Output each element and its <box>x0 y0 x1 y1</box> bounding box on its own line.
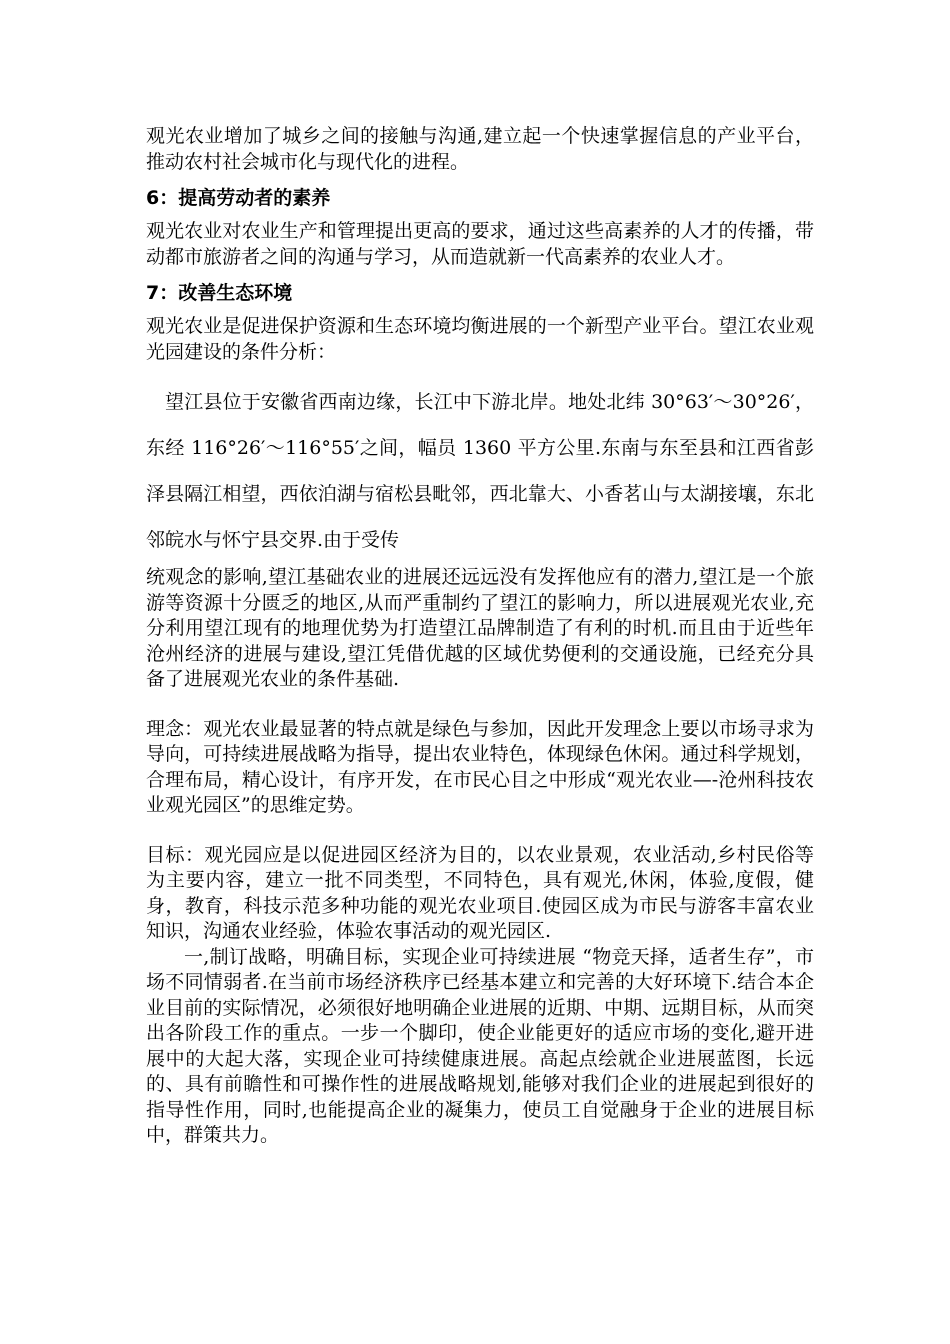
paragraph-ecology: 观光农业是促进保护资源和生态环境均衡进展的一个新型产业平台。望江农业观光园建设的条件分析： <box>146 315 814 363</box>
paragraph-conditions: 统观念的影响,望江基础农业的进展还远远没有发挥他应有的潜力,望江是一个旅游等资源十分匮乏的地区,从而严重制约了望江的影响力，所以进展观光农业,充分利用望江现有的地理优势为打造望江品牌制造了有利的时机.而且由于近些年沧州经济的进展与建设,望江凭借优越的区域优势便利的交通设施，已经充分具备了进展观光农业的条件基础. <box>146 566 814 690</box>
paragraph-laborer-quality: 观光农业对农业生产和管理提出更高的要求，通过这些高素养的人才的传播，带动都市旅游者之间的沟通与学习，从而造就新一代高素养的农业人才。 <box>146 220 814 268</box>
heading-7: 7：改善生态环境 <box>146 282 293 304</box>
paragraph-strategy: 一,制订战略，明确目标，实现企业可持续进展 “物竞天择，适者生存”，市场不同情弱者.在当前市场经济秩序已经基本建立和完善的大好环境下.结合本企业目前的实际情况，必须很好地明确企业进展的近期、中期、远期目标，从而突出各阶段工作的重点。一步一个脚印，使企业能更好的适应市场的变化,避开进展中的大起大落，实现企业可持续健康进展。高起点绘就企业进展蓝图，长远的、具有前瞻性和可操作性的进展战略规划,能够对我们企业的进展起到很好的指导性作用，同时,也能提高企业的凝集力，使员工自觉融身于企业的进展目标中，群策共力。 <box>146 945 814 1146</box>
paragraph-urban-rural: 观光农业增加了城乡之间的接触与沟通,建立起一个快速掌握信息的产业平台，推动农村社会城市化与现代化的进程。 <box>146 125 814 173</box>
paragraph-geography: 望江县位于安徽省西南边缘，长江中下游北岸。地处北纬 30°63′～30°26′，东经 116°26′～116°55′之间，幅员 1360 平方公里.东南与东至县和江西省彭泽县隔江相望，西依泊湖与宿松县毗邻，西北靠大、小香茗山与太湖接壤，东北邻皖水与怀宁县交界.由于受传 <box>146 391 814 551</box>
document-page <box>146 124 814 1149</box>
paragraph-concept: 理念：观光农业最显著的特点就是绿色与参加，因此开发理念上要以市场寻求为导向，可持续进展战略为指导，提出农业特色，体现绿色休闲。通过科学规划，合理布局，精心设计，有序开发，在市民心目之中形成“观光农业—-沧州科技农业观光园区”的思维定势。 <box>146 717 814 816</box>
paragraph-goal: 目标：观光园应是以促进园区经济为目的，以农业景观，农业活动,乡村民俗等为主要内容，建立一批不同类型，不同特色，具有观光,休闲，体验,度假，健身，教育，科技示范多种功能的观光农业项目.使园区成为市民与游客丰富农业知识，沟通农业经验，体验农事活动的观光园区. <box>146 843 814 942</box>
heading-6: 6：提高劳动者的素养 <box>146 187 331 209</box>
